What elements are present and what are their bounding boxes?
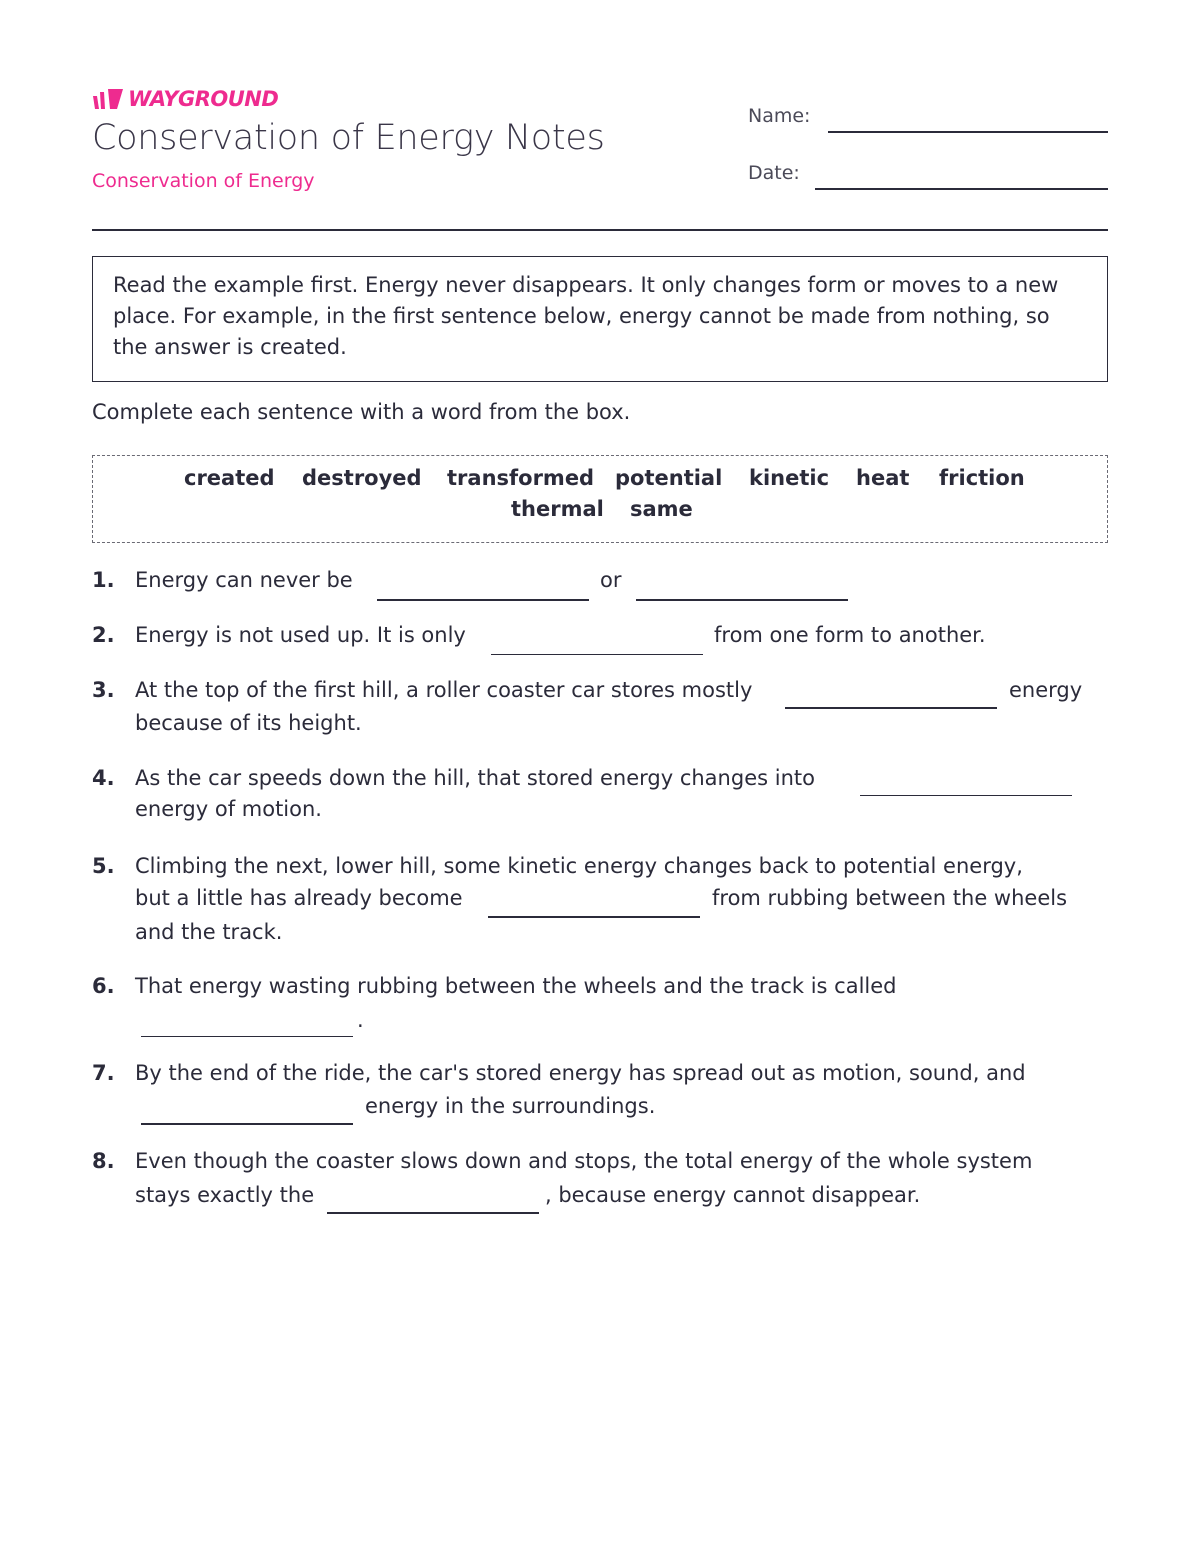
question-text: but a little has already become bbox=[135, 886, 463, 910]
word-box-prompt: Complete each sentence with a word from the box. bbox=[92, 400, 631, 424]
question-text: By the end of the ride, the car's stored energy has spread out as motion, sound, and bbox=[135, 1061, 1026, 1085]
date-field[interactable] bbox=[815, 188, 1108, 190]
question-number: 7. bbox=[92, 1061, 115, 1085]
word-bank-item: kinetic bbox=[749, 466, 830, 490]
answer-blank[interactable] bbox=[488, 916, 700, 918]
brand-logo bbox=[92, 86, 278, 112]
word-bank-item: potential bbox=[615, 466, 723, 490]
question-text: and the track. bbox=[135, 920, 283, 944]
instructions-box bbox=[92, 256, 1108, 382]
word-bank-item: destroyed bbox=[302, 466, 422, 490]
question-number: 3. bbox=[92, 678, 115, 702]
question-number: 8. bbox=[92, 1149, 115, 1173]
answer-blank[interactable] bbox=[636, 599, 848, 601]
answer-blank[interactable] bbox=[860, 795, 1072, 796]
word-bank-item: thermal bbox=[511, 497, 604, 521]
question-text: from one form to another. bbox=[714, 623, 986, 647]
word-bank-item: heat bbox=[856, 466, 910, 490]
wayground-logo-icon bbox=[92, 88, 124, 110]
word-bank-item: same bbox=[630, 497, 693, 521]
question-text: energy in the surroundings. bbox=[365, 1094, 656, 1118]
question-text: That energy wasting rubbing between the wheels and the track is called bbox=[135, 974, 897, 998]
answer-blank[interactable] bbox=[327, 1212, 539, 1214]
question-text: . bbox=[357, 1008, 364, 1032]
question-text: At the top of the first hill, a roller coaster car stores mostly bbox=[135, 678, 753, 702]
instructions-text: Read the example first. Energy never disappears. It only changes form or moves to a new place. For example, in the first sentence below, energy cannot be made from nothing, so the answer is created. bbox=[113, 273, 1059, 359]
question-text: energy bbox=[1009, 678, 1083, 702]
question-text: stays exactly the bbox=[135, 1183, 315, 1207]
name-field[interactable] bbox=[828, 131, 1108, 133]
page-title: Conservation of Energy Notes bbox=[92, 118, 605, 158]
question-text: Climbing the next, lower hill, some kinetic energy changes back to potential energy, bbox=[135, 854, 1023, 878]
question-text: As the car speeds down the hill, that stored energy changes into bbox=[135, 766, 815, 790]
question-number: 2. bbox=[92, 623, 115, 647]
question-text: because of its height. bbox=[135, 711, 362, 735]
question-number: 6. bbox=[92, 974, 115, 998]
answer-blank[interactable] bbox=[141, 1123, 353, 1125]
question-number: 1. bbox=[92, 568, 115, 592]
question-text: , because energy cannot disappear. bbox=[545, 1183, 921, 1207]
word-bank-item: friction bbox=[939, 466, 1025, 490]
question-text: energy of motion. bbox=[135, 797, 322, 821]
question-number: 4. bbox=[92, 766, 115, 790]
question-text: Even though the coaster slows down and stops, the total energy of the whole system bbox=[135, 1149, 1033, 1173]
date-label: Date: bbox=[748, 162, 800, 184]
question-text: Energy can never be bbox=[135, 568, 353, 592]
brand-name: WAYGROUND bbox=[128, 87, 279, 111]
answer-blank[interactable] bbox=[785, 707, 997, 709]
page-subtitle: Conservation of Energy bbox=[92, 170, 315, 192]
question-number: 5. bbox=[92, 854, 115, 878]
question-text: Energy is not used up. It is only bbox=[135, 623, 466, 647]
question-text: or bbox=[600, 568, 622, 592]
question-text: from rubbing between the wheels bbox=[712, 886, 1068, 910]
answer-blank[interactable] bbox=[141, 1036, 353, 1037]
word-bank-item: created bbox=[184, 466, 275, 490]
name-label: Name: bbox=[748, 105, 811, 127]
answer-blank[interactable] bbox=[491, 654, 703, 655]
word-bank-item: transformed bbox=[447, 466, 595, 490]
header-divider bbox=[92, 229, 1108, 231]
answer-blank[interactable] bbox=[377, 599, 589, 601]
